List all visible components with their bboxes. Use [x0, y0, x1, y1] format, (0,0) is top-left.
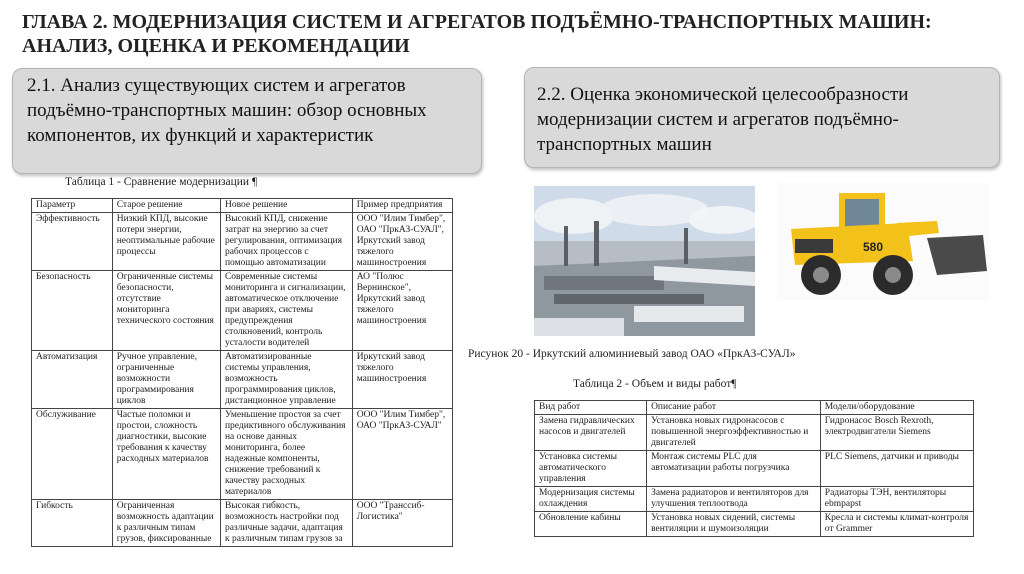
- table2-header-cell: Описание работ: [647, 401, 821, 415]
- table1-row: [32, 500, 453, 547]
- table1-header-cell: Пример предприятия: [352, 199, 452, 213]
- table1-cell: ООО "Транссиб-Логистика": [352, 500, 452, 547]
- table1-header-cell: Параметр: [32, 199, 113, 213]
- table2-row: [535, 512, 974, 537]
- figure-caption: Рисунок 20 - Иркутский алюминиевый завод ОАО «ПркАЗ-СУАЛ»: [468, 348, 796, 360]
- table2-cell: Установка новых гидронасосов с повышенной энергоэффективностью и двигателей: [647, 415, 821, 451]
- table1-header-cell: Старое решение: [112, 199, 220, 213]
- table2-header-row: [535, 401, 974, 415]
- section-2-1-text: 2.1. Анализ существующих систем и агрегатов подъёмно-транспортных машин: обзор основных компонентов, их функций и характеристик: [27, 75, 427, 146]
- table1-cell: Уменьшение простоя за счет предиктивного обслуживания на основе данных мониторинга, более надежные компоненты, снижение требований к качеству расходных материалов: [220, 409, 352, 500]
- table2-header-cell: Вид работ: [535, 401, 647, 415]
- table2-header-cell: Модели/оборудование: [820, 401, 973, 415]
- table2-cell: Радиаторы ТЭН, вентиляторы ebmpapst: [820, 487, 973, 512]
- table1-row: [32, 213, 453, 271]
- table1-header-cell: Новое решение: [220, 199, 352, 213]
- table2-cell: Кресла и системы климат-контроля от Grammer: [820, 512, 973, 537]
- table1-cell: Автоматизация: [32, 351, 113, 409]
- aluminium-plant-photo: [534, 186, 755, 336]
- table1-cell: Низкий КПД, высокие потери энергии, неоптимальные рабочие процессы: [112, 213, 220, 271]
- table2-cell: Замена гидравлических насосов и двигателей: [535, 415, 647, 451]
- table2-row: [535, 451, 974, 487]
- table1-cell: ООО "Илим Тимбер", ОАО "ПркАЗ-СУАЛ", Иркутский завод тяжелого машиностроения: [352, 213, 452, 271]
- table1-cell: Ручное управление, ограниченные возможности программирования циклов: [112, 351, 220, 409]
- table1-row: [32, 351, 453, 409]
- table2-cell: Установка системы автоматического управления: [535, 451, 647, 487]
- table1-header-row: [32, 199, 453, 213]
- table2-cell: Модернизация системы охлаждения: [535, 487, 647, 512]
- loader-model-label: 580: [863, 240, 884, 254]
- wheel-loader-photo: [777, 183, 989, 300]
- table2-cell: Замена радиаторов и вентиляторов для улучшения теплоотвода: [647, 487, 821, 512]
- table1-cell: Автоматизированные системы управления, возможность программирования циклов, дистанционное управление: [220, 351, 352, 409]
- table2-cell: Установка новых сидений, системы вентиляции и шумоизоляции: [647, 512, 821, 537]
- table2-row: [535, 487, 974, 512]
- table1-cell: Современные системы мониторинга и сигнализации, автоматическое отключение при авариях, системы предупреждения столкновений, контроль усталости водителей: [220, 271, 352, 351]
- table1-row: [32, 271, 453, 351]
- table2-caption: Таблица 2 - Объем и виды работ¶: [573, 378, 737, 390]
- table1-caption: Таблица 1 - Сравнение модернизации ¶: [65, 176, 258, 188]
- table1-cell: Ограниченная возможность адаптации к различным типам грузов, фиксированные: [112, 500, 220, 547]
- table1-cell: Ограниченные системы безопасности, отсутствие мониторинга технического состояния: [112, 271, 220, 351]
- comparison-table: [31, 198, 453, 547]
- table1-cell: АО "Полюс Вернинское", Иркутский завод тяжелого машиностроения: [352, 271, 452, 351]
- table1-cell: Обслуживание: [32, 409, 113, 500]
- table1-cell: Безопасность: [32, 271, 113, 351]
- table2-cell: Обновление кабины: [535, 512, 647, 537]
- table1-cell: Иркутский завод тяжелого машиностроения: [352, 351, 452, 409]
- table2-cell: PLC Siemens, датчики и приводы: [820, 451, 973, 487]
- wheel-loader-image: [777, 183, 989, 300]
- table1-row: [32, 409, 453, 500]
- table1-cell: Гибкость: [32, 500, 113, 547]
- page-heading: ГЛАВА 2. МОДЕРНИЗАЦИЯ СИСТЕМ И АГРЕГАТОВ ПОДЪЁМНО-ТРАНСПОРТНЫХ МАШИН: АНАЛИЗ, ОЦЕНКА И РЕКОМЕНДАЦИИ: [22, 11, 932, 57]
- table1-cell: Высокий КПД, снижение затрат на энергию за счет регулирования, оптимизация рабочих процессов с помощью автоматизации: [220, 213, 352, 271]
- table2-cell: Гидронасос Bosch Rexroth, электродвигатели Siemens: [820, 415, 973, 451]
- aluminium-plant-image: [534, 186, 755, 336]
- works-table: [534, 400, 974, 537]
- table1-cell: ООО "Илим Тимбер", ОАО "ПркАЗ-СУАЛ": [352, 409, 452, 500]
- section-2-2-text: 2.2. Оценка экономической целесообразности модернизации систем и агрегатов подъёмно-транспортных машин: [537, 84, 909, 155]
- table1-cell: Эффективность: [32, 213, 113, 271]
- table2-cell: Монтаж системы PLC для автоматизации работы погрузчика: [647, 451, 821, 487]
- table1-cell: Высокая гибкость, возможность настройки под различные задачи, адаптация к различным типам грузов за: [220, 500, 352, 547]
- table2-row: [535, 415, 974, 451]
- table1-cell: Частые поломки и простои, сложность диагностики, высокие требования к качеству расходных материалов: [112, 409, 220, 500]
